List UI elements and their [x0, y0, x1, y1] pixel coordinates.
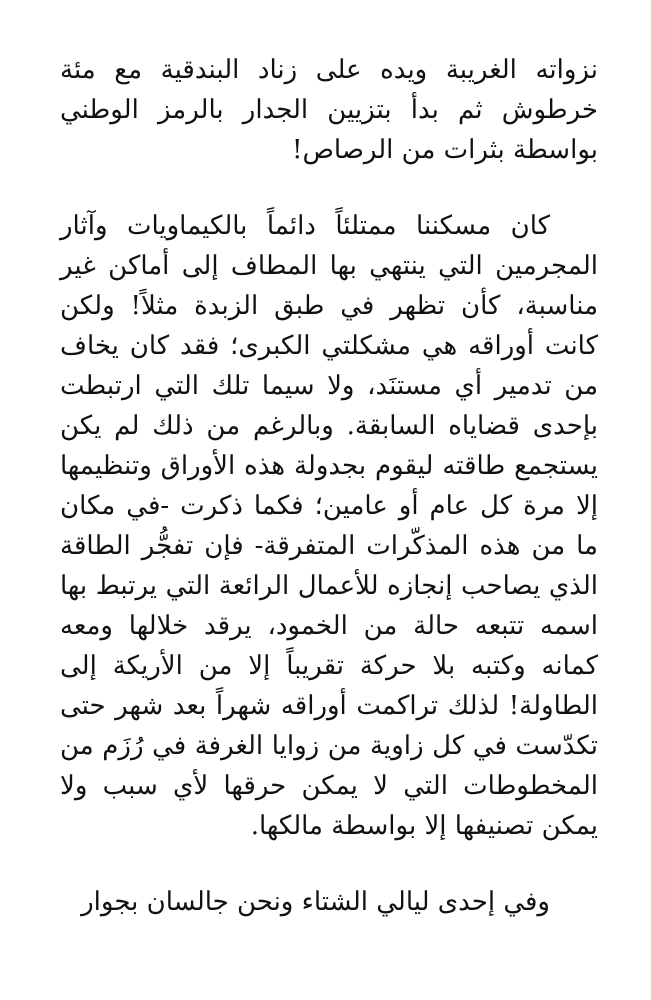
- paragraph-1: نزواته الغريبة ويده على زناد البندقية مع مئة خرطوش ثم بدأ بتزيين الجدار بالرمز الوطني بواسطة بثرات من الرصاص!: [60, 55, 598, 165]
- book-page: [60, 50, 598, 922]
- paragraph-3: وفي إحدى ليالي الشتاء ونحن جالسان بجوار: [81, 887, 550, 917]
- paragraph-2: كان مسكننا ممتلئاً دائماً بالكيماويات وآثار المجرمين التي ينتهي بها المطاف إلى أماكن غير مناسبة، كأن تظهر في طبق الزبدة مثلاً! ولكن كانت أوراقه هي مشكلتي الكبرى؛ فقد كان يخاف من تدمير أي مستنَد، ولا سيما تلك التي ارتبطت بإحدى قضاياه السابقة. وبالرغم من ذلك لم يكن يستجمع طاقته ليقوم بجدولة هذه الأوراق وتنظيمها إلا مرة كل عام أو عامين؛ فكما ذكرت -في مكان ما من هذه المذكّرات المتفرقة- فإن تفجُّر الطاقة الذي يصاحب إنجازه للأعمال الرائعة التي يرتبط بها اسمه تتبعه حالة من الخمود، يرقد خلالها ومعه كمانه وكتبه بلا حركة تقريباً إلا من الأريكة إلى الطاولة! لذلك تراكمت أوراقه شهراً بعد شهر حتى تكدّست في كل زاوية من زوايا الغرفة في رُزَم من المخطوطات التي لا يمكن حرقها لأي سبب ولا يمكن تصنيفها إلا بواسطة مالكها.: [60, 211, 598, 841]
